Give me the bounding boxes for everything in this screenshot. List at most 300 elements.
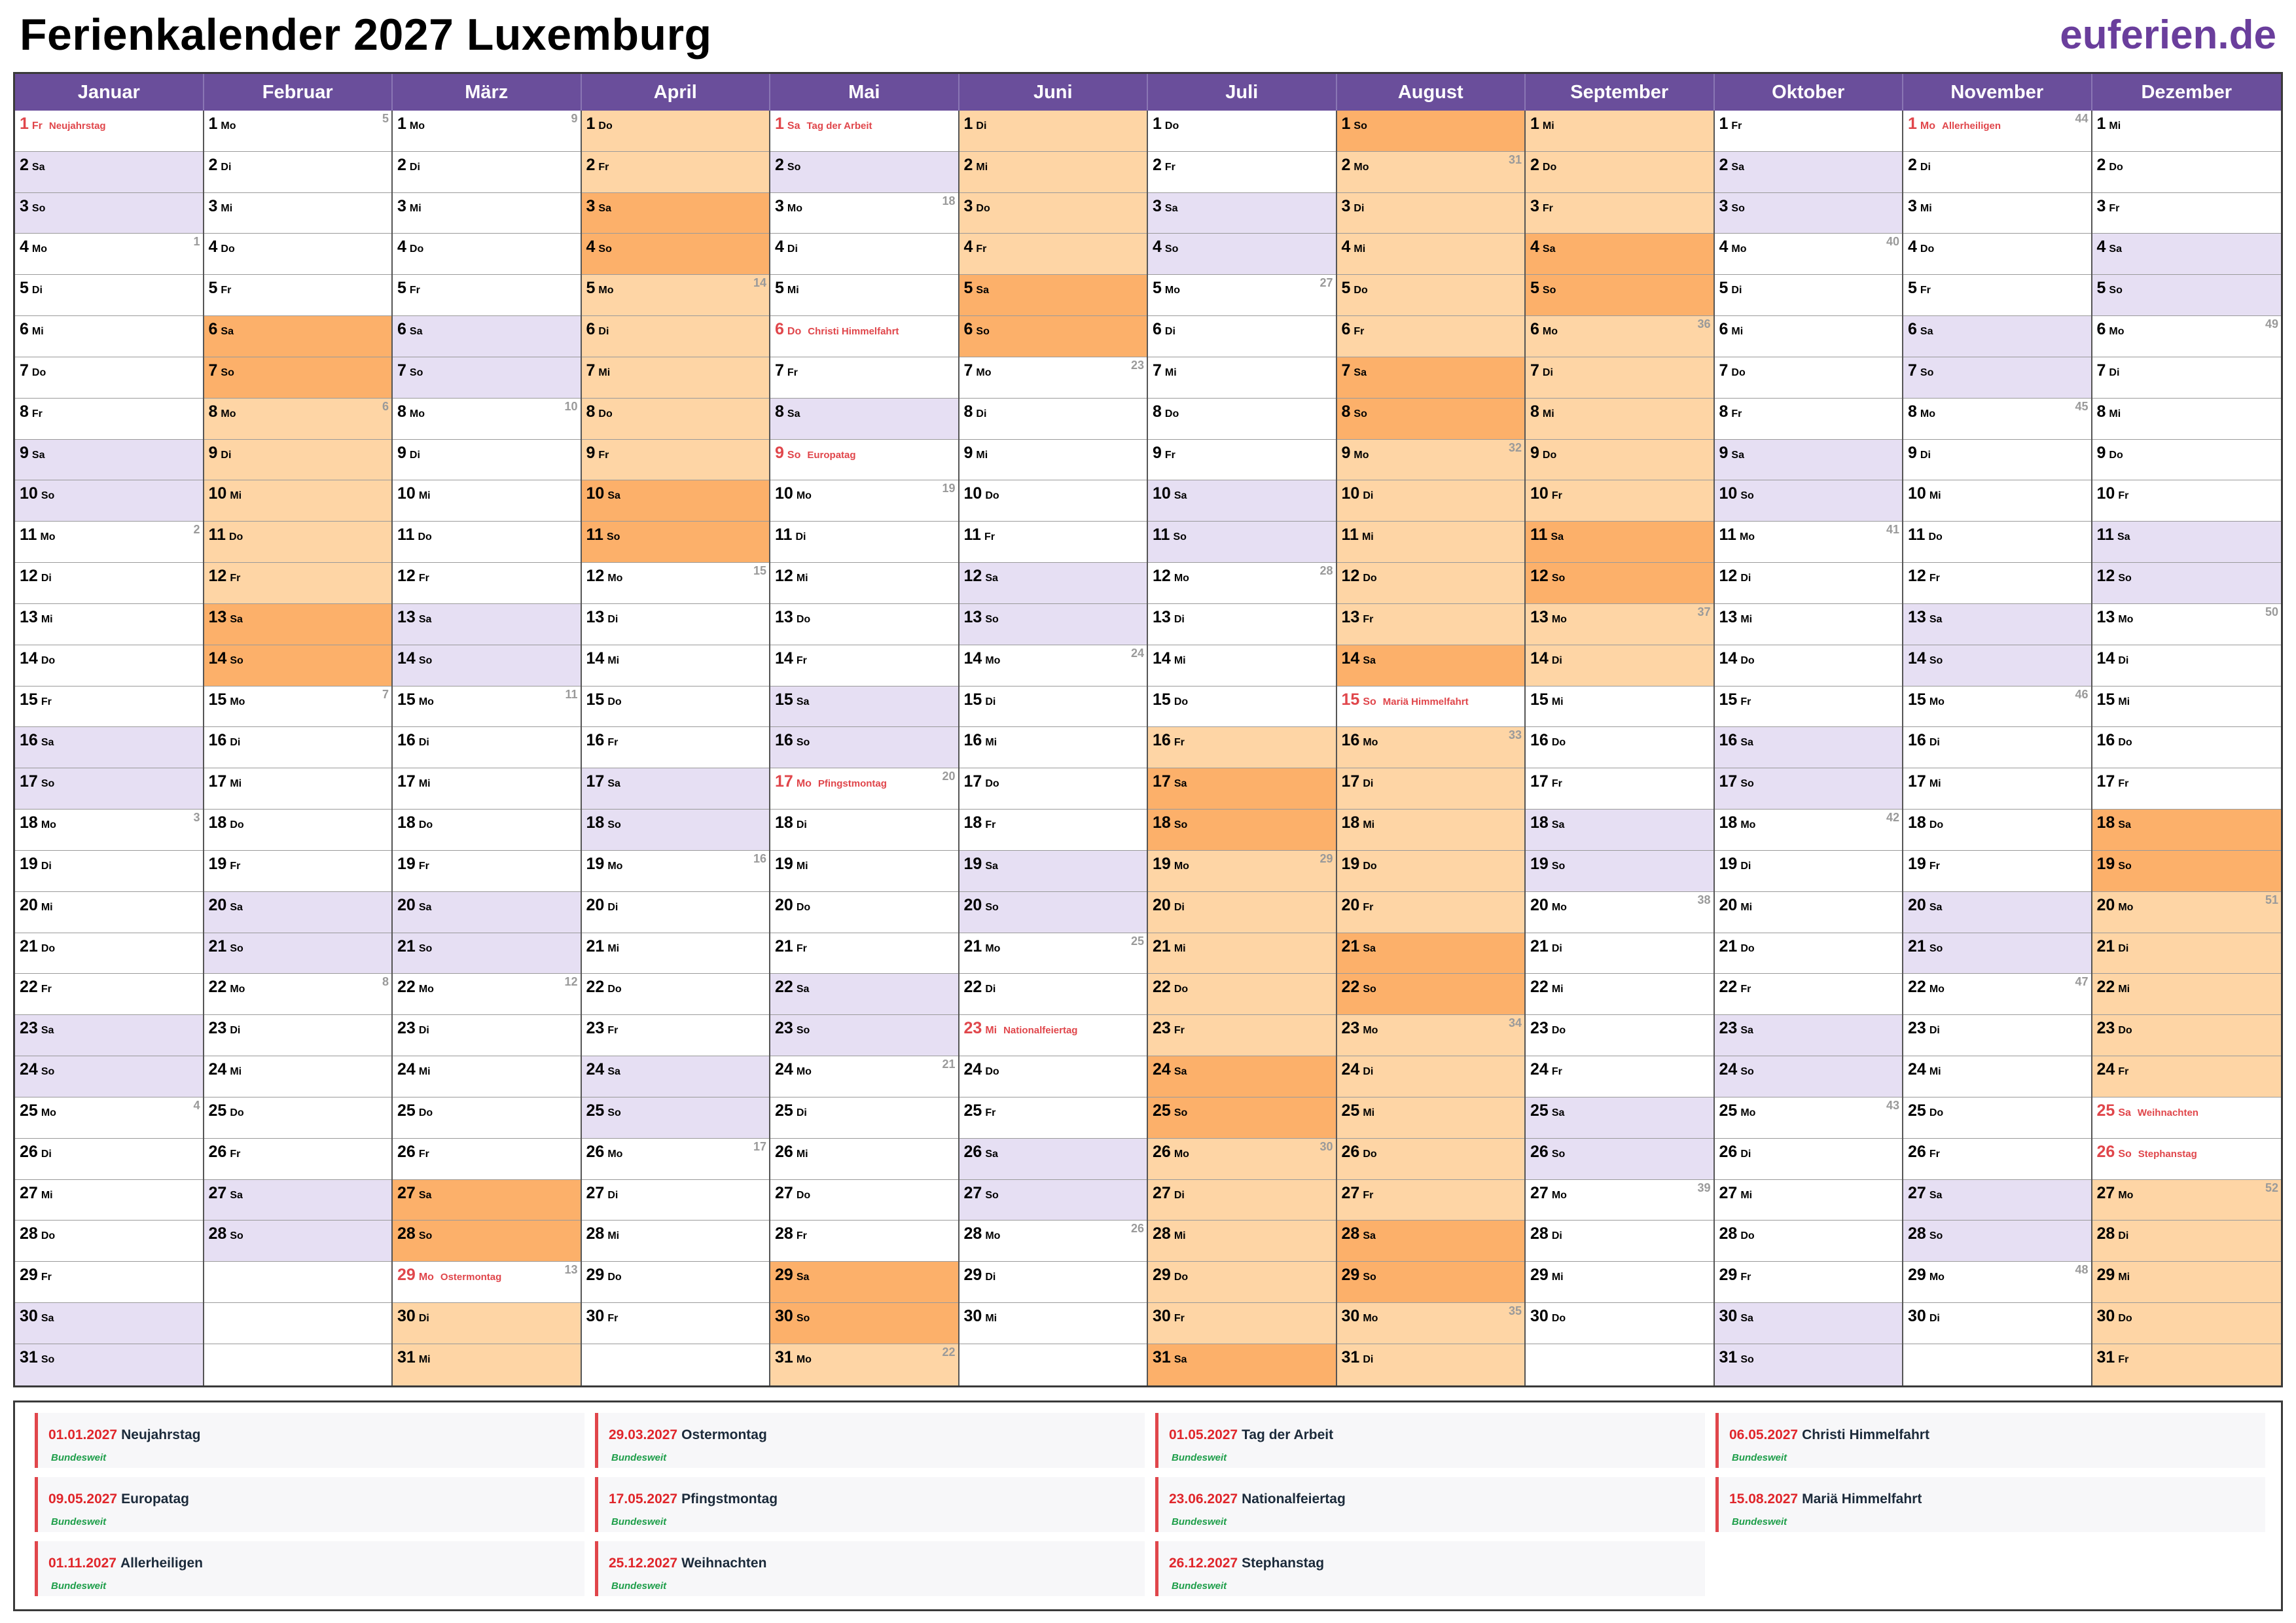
day-cell[interactable]	[582, 851, 770, 892]
day-cell[interactable]	[1526, 480, 1713, 522]
day-cell[interactable]	[1715, 480, 1903, 522]
day-cell[interactable]	[1526, 563, 1713, 604]
day-cell[interactable]	[204, 892, 392, 933]
day-cell[interactable]	[393, 316, 581, 357]
day-cell[interactable]	[1148, 152, 1336, 193]
day-cell[interactable]	[15, 892, 203, 933]
day-cell[interactable]	[1715, 1303, 1903, 1344]
day-cell[interactable]	[1903, 152, 2091, 193]
day-cell[interactable]	[1715, 275, 1903, 316]
day-cell[interactable]	[770, 1262, 958, 1303]
day-cell[interactable]	[15, 645, 203, 687]
day-cell[interactable]	[1715, 563, 1903, 604]
day-cell[interactable]	[1148, 440, 1336, 481]
day-cell[interactable]	[1526, 933, 1713, 974]
day-cell[interactable]	[770, 851, 958, 892]
day-cell[interactable]	[1715, 1015, 1903, 1056]
day-cell[interactable]	[770, 1344, 958, 1385]
day-cell[interactable]	[960, 234, 1147, 275]
day-cell[interactable]	[1526, 727, 1713, 768]
day-cell[interactable]	[1148, 234, 1336, 275]
day-cell[interactable]	[393, 851, 581, 892]
day-cell[interactable]	[2092, 727, 2282, 768]
day-cell[interactable]	[1903, 604, 2091, 645]
day-cell[interactable]	[15, 357, 203, 399]
day-cell[interactable]	[960, 933, 1147, 974]
day-cell[interactable]	[1337, 522, 1525, 563]
day-cell[interactable]	[204, 522, 392, 563]
day-cell[interactable]	[1903, 645, 2091, 687]
day-cell[interactable]	[15, 1139, 203, 1180]
day-cell[interactable]	[15, 111, 203, 152]
day-cell[interactable]	[960, 727, 1147, 768]
day-cell[interactable]	[393, 1262, 581, 1303]
day-cell[interactable]	[770, 687, 958, 728]
day-cell[interactable]	[15, 275, 203, 316]
day-cell[interactable]	[2092, 1056, 2282, 1097]
day-cell[interactable]	[770, 1180, 958, 1221]
day-cell[interactable]	[204, 974, 392, 1015]
day-cell[interactable]	[1148, 522, 1336, 563]
day-cell[interactable]	[1337, 1344, 1525, 1385]
day-cell[interactable]	[1148, 399, 1336, 440]
day-cell[interactable]	[15, 687, 203, 728]
day-cell[interactable]	[393, 1180, 581, 1221]
day-cell[interactable]	[1526, 645, 1713, 687]
day-cell[interactable]	[1526, 604, 1713, 645]
day-cell[interactable]	[393, 768, 581, 810]
day-cell[interactable]	[960, 111, 1147, 152]
day-cell[interactable]	[1337, 892, 1525, 933]
day-cell[interactable]	[1526, 1139, 1713, 1180]
day-cell[interactable]	[1337, 687, 1525, 728]
day-cell[interactable]	[15, 234, 203, 275]
day-cell[interactable]	[1148, 1221, 1336, 1262]
day-cell[interactable]	[15, 810, 203, 851]
day-cell[interactable]	[204, 480, 392, 522]
day-cell[interactable]	[15, 152, 203, 193]
day-cell[interactable]	[1148, 1303, 1336, 1344]
day-cell[interactable]	[1148, 1262, 1336, 1303]
day-cell[interactable]	[1715, 111, 1903, 152]
day-cell[interactable]	[960, 974, 1147, 1015]
day-cell[interactable]	[1715, 522, 1903, 563]
day-cell[interactable]	[2092, 933, 2282, 974]
day-cell[interactable]	[15, 1344, 203, 1385]
day-cell[interactable]	[1526, 399, 1713, 440]
day-cell[interactable]	[2092, 316, 2282, 357]
day-cell[interactable]	[770, 810, 958, 851]
day-cell[interactable]	[1903, 1303, 2091, 1344]
day-cell[interactable]	[770, 234, 958, 275]
day-cell[interactable]	[1715, 1221, 1903, 1262]
day-cell[interactable]	[1337, 275, 1525, 316]
day-cell[interactable]	[1715, 768, 1903, 810]
day-cell[interactable]	[2092, 810, 2282, 851]
day-cell[interactable]	[393, 275, 581, 316]
day-cell[interactable]	[1526, 522, 1713, 563]
day-cell[interactable]	[1526, 851, 1713, 892]
day-cell[interactable]	[770, 933, 958, 974]
day-cell[interactable]	[2092, 1221, 2282, 1262]
day-cell[interactable]	[2092, 604, 2282, 645]
day-cell[interactable]	[960, 1139, 1147, 1180]
day-cell[interactable]	[1715, 1056, 1903, 1097]
day-cell[interactable]	[1903, 892, 2091, 933]
day-cell[interactable]	[1148, 768, 1336, 810]
day-cell[interactable]	[2092, 480, 2282, 522]
day-cell[interactable]	[1148, 111, 1336, 152]
day-cell[interactable]	[1148, 727, 1336, 768]
day-cell[interactable]	[770, 111, 958, 152]
day-cell[interactable]	[1337, 193, 1525, 234]
day-cell[interactable]	[1903, 1015, 2091, 1056]
day-cell[interactable]	[15, 851, 203, 892]
day-cell[interactable]	[582, 892, 770, 933]
day-cell[interactable]	[1526, 1180, 1713, 1221]
day-cell[interactable]	[1337, 440, 1525, 481]
day-cell[interactable]	[204, 1097, 392, 1139]
day-cell[interactable]	[1337, 768, 1525, 810]
day-cell[interactable]	[1526, 193, 1713, 234]
day-cell[interactable]	[770, 357, 958, 399]
day-cell[interactable]	[960, 193, 1147, 234]
day-cell[interactable]	[960, 810, 1147, 851]
day-cell[interactable]	[1715, 234, 1903, 275]
day-cell[interactable]	[1903, 1180, 2091, 1221]
day-cell[interactable]	[1148, 687, 1336, 728]
day-cell[interactable]	[1903, 480, 2091, 522]
day-cell[interactable]	[1526, 810, 1713, 851]
day-cell[interactable]	[582, 1303, 770, 1344]
day-cell[interactable]	[1903, 111, 2091, 152]
day-cell[interactable]	[1337, 357, 1525, 399]
day-cell[interactable]	[1526, 275, 1713, 316]
day-cell[interactable]	[1715, 1344, 1903, 1385]
day-cell[interactable]	[204, 316, 392, 357]
day-cell[interactable]	[960, 563, 1147, 604]
day-cell[interactable]	[1337, 1139, 1525, 1180]
day-cell[interactable]	[1148, 357, 1336, 399]
day-cell[interactable]	[2092, 687, 2282, 728]
day-cell[interactable]	[393, 1097, 581, 1139]
day-cell[interactable]	[204, 275, 392, 316]
day-cell[interactable]	[582, 727, 770, 768]
day-cell[interactable]	[1526, 440, 1713, 481]
day-cell[interactable]	[204, 604, 392, 645]
day-cell[interactable]	[1337, 604, 1525, 645]
day-cell[interactable]	[582, 1015, 770, 1056]
day-cell[interactable]	[2092, 275, 2282, 316]
day-cell[interactable]	[204, 1180, 392, 1221]
day-cell[interactable]	[770, 1303, 958, 1344]
day-cell[interactable]	[1337, 1097, 1525, 1139]
day-cell[interactable]	[15, 316, 203, 357]
day-cell[interactable]	[15, 1097, 203, 1139]
day-cell[interactable]	[393, 440, 581, 481]
day-cell[interactable]	[1148, 810, 1336, 851]
day-cell[interactable]	[1526, 234, 1713, 275]
day-cell[interactable]	[770, 727, 958, 768]
day-cell[interactable]	[2092, 1015, 2282, 1056]
day-cell[interactable]	[960, 892, 1147, 933]
day-cell[interactable]	[1903, 440, 2091, 481]
day-cell[interactable]	[15, 604, 203, 645]
day-cell[interactable]	[15, 563, 203, 604]
day-cell[interactable]	[1526, 1221, 1713, 1262]
day-cell[interactable]	[2092, 974, 2282, 1015]
day-cell[interactable]	[1148, 1097, 1336, 1139]
day-cell[interactable]	[1526, 152, 1713, 193]
day-cell[interactable]	[204, 768, 392, 810]
day-cell[interactable]	[1526, 111, 1713, 152]
day-cell[interactable]	[960, 851, 1147, 892]
day-cell[interactable]	[1337, 1180, 1525, 1221]
day-cell[interactable]	[1715, 604, 1903, 645]
day-cell[interactable]	[1148, 1180, 1336, 1221]
day-cell[interactable]	[2092, 645, 2282, 687]
day-cell[interactable]	[1715, 933, 1903, 974]
day-cell[interactable]	[770, 316, 958, 357]
day-cell[interactable]	[2092, 1262, 2282, 1303]
day-cell[interactable]	[960, 1056, 1147, 1097]
day-cell[interactable]	[582, 111, 770, 152]
day-cell[interactable]	[960, 480, 1147, 522]
day-cell[interactable]	[1903, 1262, 2091, 1303]
day-cell[interactable]	[582, 1139, 770, 1180]
day-cell[interactable]	[582, 933, 770, 974]
day-cell[interactable]	[15, 1180, 203, 1221]
day-cell[interactable]	[393, 111, 581, 152]
day-cell[interactable]	[204, 357, 392, 399]
day-cell[interactable]	[15, 440, 203, 481]
day-cell[interactable]	[204, 563, 392, 604]
day-cell[interactable]	[393, 727, 581, 768]
day-cell[interactable]	[1337, 645, 1525, 687]
day-cell[interactable]	[2092, 193, 2282, 234]
day-cell[interactable]	[1148, 275, 1336, 316]
day-cell[interactable]	[1903, 234, 2091, 275]
day-cell[interactable]	[1903, 1139, 2091, 1180]
day-cell[interactable]	[1715, 645, 1903, 687]
day-cell[interactable]	[960, 316, 1147, 357]
day-cell[interactable]	[770, 152, 958, 193]
day-cell[interactable]	[1903, 1221, 2091, 1262]
day-cell[interactable]	[770, 768, 958, 810]
day-cell[interactable]	[1715, 440, 1903, 481]
day-cell[interactable]	[1526, 1015, 1713, 1056]
day-cell[interactable]	[1526, 357, 1713, 399]
day-cell[interactable]	[1715, 193, 1903, 234]
day-cell[interactable]	[770, 193, 958, 234]
day-cell[interactable]	[393, 1139, 581, 1180]
day-cell[interactable]	[582, 1262, 770, 1303]
day-cell[interactable]	[960, 1262, 1147, 1303]
day-cell[interactable]	[1903, 316, 2091, 357]
day-cell[interactable]	[1526, 1097, 1713, 1139]
day-cell[interactable]	[582, 234, 770, 275]
day-cell[interactable]	[1337, 1262, 1525, 1303]
day-cell[interactable]	[1715, 1097, 1903, 1139]
day-cell[interactable]	[1526, 974, 1713, 1015]
day-cell[interactable]	[1526, 316, 1713, 357]
day-cell[interactable]	[1337, 1015, 1525, 1056]
day-cell[interactable]	[15, 1056, 203, 1097]
day-cell[interactable]	[1148, 974, 1336, 1015]
day-cell[interactable]	[15, 1303, 203, 1344]
day-cell[interactable]	[2092, 1097, 2282, 1139]
day-cell[interactable]	[1903, 768, 2091, 810]
day-cell[interactable]	[1903, 1056, 2091, 1097]
day-cell[interactable]	[1337, 399, 1525, 440]
day-cell[interactable]	[1337, 933, 1525, 974]
day-cell[interactable]	[2092, 399, 2282, 440]
day-cell[interactable]	[393, 480, 581, 522]
day-cell[interactable]	[960, 768, 1147, 810]
day-cell[interactable]	[1903, 974, 2091, 1015]
day-cell[interactable]	[1715, 687, 1903, 728]
day-cell[interactable]	[582, 522, 770, 563]
day-cell[interactable]	[204, 1056, 392, 1097]
day-cell[interactable]	[15, 974, 203, 1015]
day-cell[interactable]	[1337, 234, 1525, 275]
day-cell[interactable]	[1148, 1344, 1336, 1385]
day-cell[interactable]	[582, 316, 770, 357]
day-cell[interactable]	[393, 1221, 581, 1262]
day-cell[interactable]	[960, 357, 1147, 399]
day-cell[interactable]	[1148, 1015, 1336, 1056]
day-cell[interactable]	[582, 480, 770, 522]
day-cell[interactable]	[15, 522, 203, 563]
day-cell[interactable]	[1715, 152, 1903, 193]
day-cell[interactable]	[960, 275, 1147, 316]
day-cell[interactable]	[582, 1056, 770, 1097]
day-cell[interactable]	[393, 1344, 581, 1385]
day-cell[interactable]	[2092, 111, 2282, 152]
day-cell[interactable]	[2092, 851, 2282, 892]
day-cell[interactable]	[582, 275, 770, 316]
day-cell[interactable]	[204, 851, 392, 892]
day-cell[interactable]	[1148, 193, 1336, 234]
day-cell[interactable]	[204, 193, 392, 234]
day-cell[interactable]	[960, 1303, 1147, 1344]
day-cell[interactable]	[1526, 1262, 1713, 1303]
day-cell[interactable]	[393, 152, 581, 193]
day-cell[interactable]	[393, 234, 581, 275]
day-cell[interactable]	[770, 1221, 958, 1262]
day-cell[interactable]	[2092, 440, 2282, 481]
day-cell[interactable]	[204, 810, 392, 851]
day-cell[interactable]	[1148, 563, 1336, 604]
day-cell[interactable]	[582, 1180, 770, 1221]
day-cell[interactable]	[1903, 193, 2091, 234]
day-cell[interactable]	[393, 1015, 581, 1056]
day-cell[interactable]	[2092, 1139, 2282, 1180]
day-cell[interactable]	[2092, 152, 2282, 193]
day-cell[interactable]	[2092, 892, 2282, 933]
day-cell[interactable]	[1337, 152, 1525, 193]
day-cell[interactable]	[582, 152, 770, 193]
day-cell[interactable]	[2092, 234, 2282, 275]
day-cell[interactable]	[1148, 892, 1336, 933]
day-cell[interactable]	[15, 933, 203, 974]
day-cell[interactable]	[1337, 1303, 1525, 1344]
day-cell[interactable]	[1148, 851, 1336, 892]
day-cell[interactable]	[770, 440, 958, 481]
day-cell[interactable]	[582, 604, 770, 645]
day-cell[interactable]	[582, 974, 770, 1015]
day-cell[interactable]	[2092, 522, 2282, 563]
day-cell[interactable]	[15, 399, 203, 440]
day-cell[interactable]	[393, 1303, 581, 1344]
day-cell[interactable]	[2092, 357, 2282, 399]
day-cell[interactable]	[204, 1139, 392, 1180]
day-cell[interactable]	[582, 563, 770, 604]
day-cell[interactable]	[1715, 727, 1903, 768]
day-cell[interactable]	[204, 111, 392, 152]
day-cell[interactable]	[204, 399, 392, 440]
day-cell[interactable]	[1148, 316, 1336, 357]
day-cell[interactable]	[770, 645, 958, 687]
day-cell[interactable]	[582, 193, 770, 234]
day-cell[interactable]	[15, 1015, 203, 1056]
day-cell[interactable]	[393, 357, 581, 399]
day-cell[interactable]	[770, 275, 958, 316]
day-cell[interactable]	[582, 399, 770, 440]
day-cell[interactable]	[1526, 1303, 1713, 1344]
day-cell[interactable]	[770, 399, 958, 440]
day-cell[interactable]	[204, 1221, 392, 1262]
day-cell[interactable]	[1715, 974, 1903, 1015]
day-cell[interactable]	[393, 193, 581, 234]
day-cell[interactable]	[960, 399, 1147, 440]
day-cell[interactable]	[1337, 810, 1525, 851]
day-cell[interactable]	[582, 1097, 770, 1139]
day-cell[interactable]	[770, 563, 958, 604]
day-cell[interactable]	[1903, 727, 2091, 768]
day-cell[interactable]	[393, 645, 581, 687]
day-cell[interactable]	[204, 234, 392, 275]
day-cell[interactable]	[204, 933, 392, 974]
day-cell[interactable]	[393, 810, 581, 851]
day-cell[interactable]	[582, 768, 770, 810]
day-cell[interactable]	[1148, 933, 1336, 974]
day-cell[interactable]	[204, 1015, 392, 1056]
day-cell[interactable]	[1903, 851, 2091, 892]
day-cell[interactable]	[1903, 810, 2091, 851]
day-cell[interactable]	[15, 727, 203, 768]
day-cell[interactable]	[582, 1221, 770, 1262]
day-cell[interactable]	[582, 645, 770, 687]
day-cell[interactable]	[393, 687, 581, 728]
day-cell[interactable]	[1526, 892, 1713, 933]
day-cell[interactable]	[1715, 357, 1903, 399]
day-cell[interactable]	[1148, 1139, 1336, 1180]
day-cell[interactable]	[1715, 1262, 1903, 1303]
day-cell[interactable]	[1337, 851, 1525, 892]
day-cell[interactable]	[960, 645, 1147, 687]
day-cell[interactable]	[15, 480, 203, 522]
day-cell[interactable]	[204, 687, 392, 728]
day-cell[interactable]	[1715, 851, 1903, 892]
day-cell[interactable]	[1715, 1139, 1903, 1180]
day-cell[interactable]	[393, 399, 581, 440]
day-cell[interactable]	[2092, 1303, 2282, 1344]
day-cell[interactable]	[1715, 892, 1903, 933]
day-cell[interactable]	[1715, 316, 1903, 357]
day-cell[interactable]	[2092, 1344, 2282, 1385]
day-cell[interactable]	[1337, 316, 1525, 357]
